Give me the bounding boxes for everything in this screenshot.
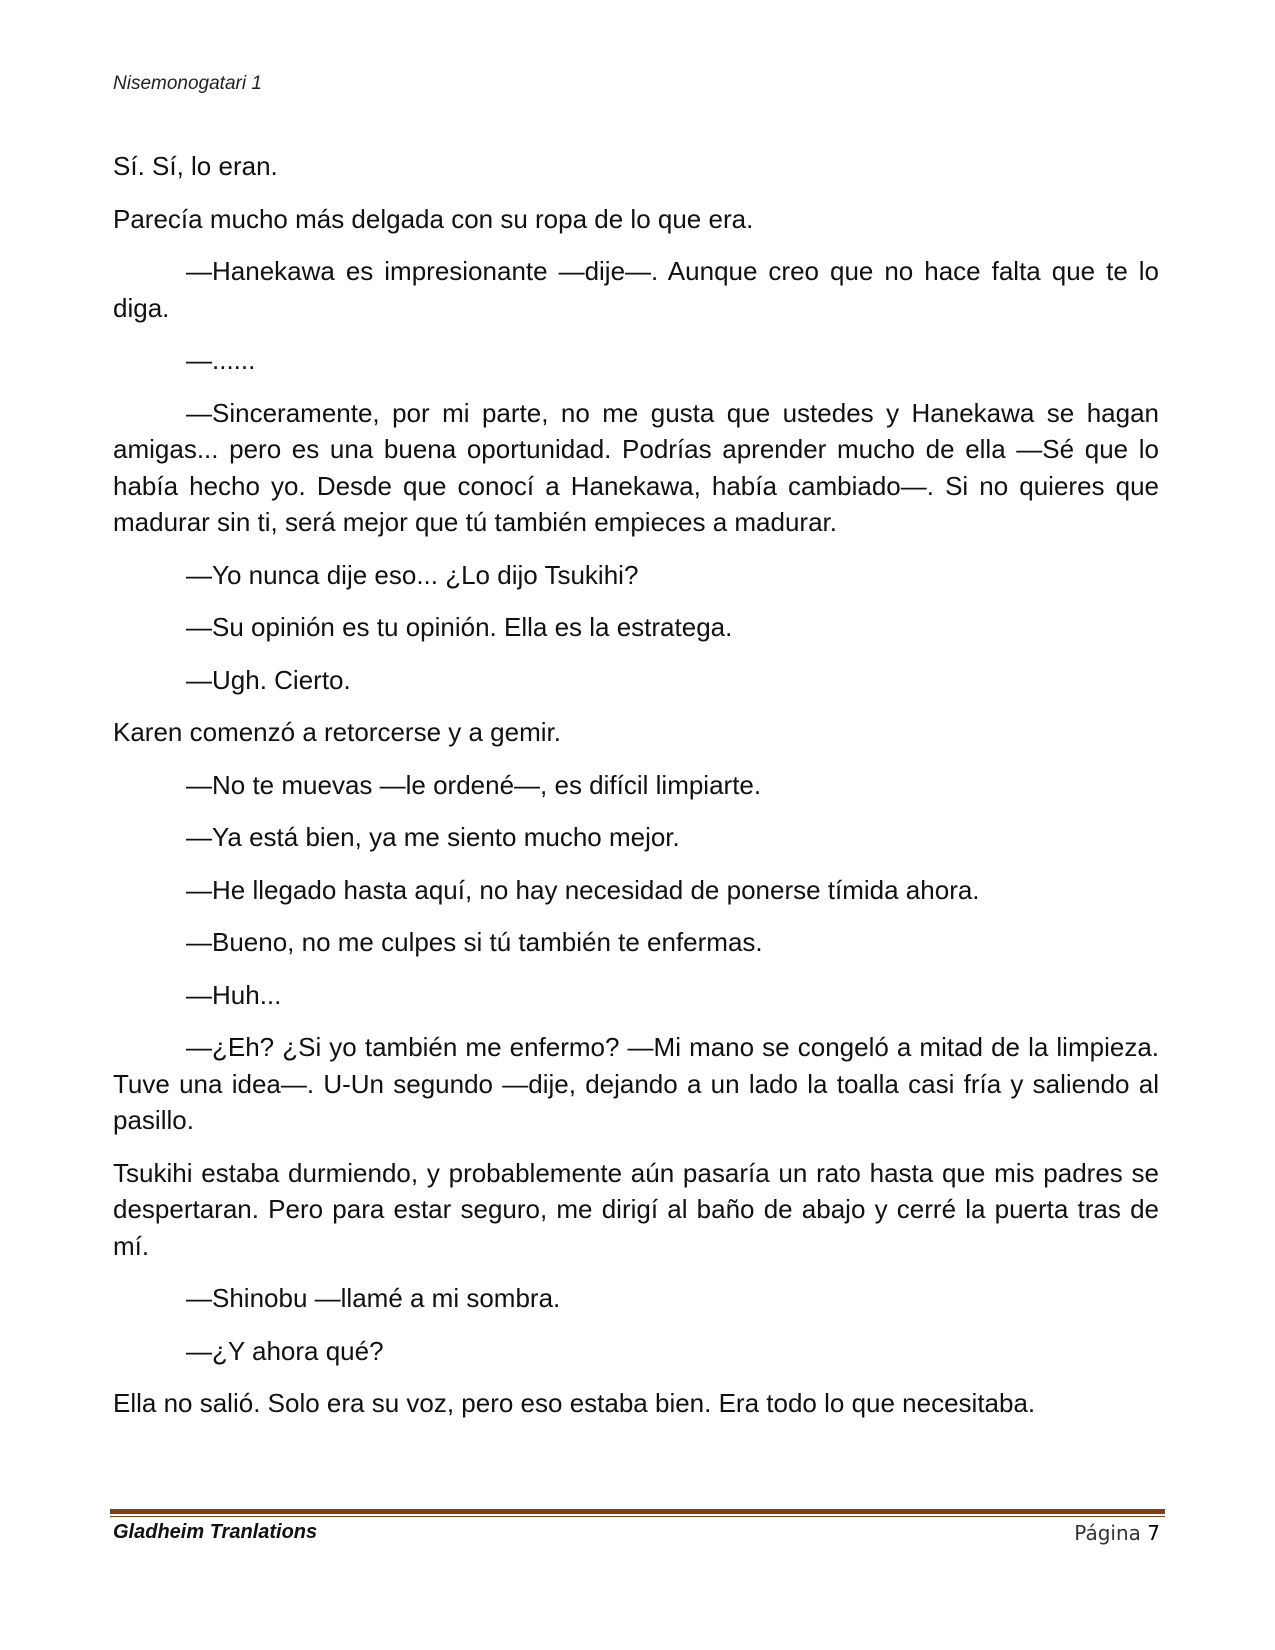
dialogue-paragraph: —Hanekawa es impresionante —dije—. Aunque creo que no hace falta que te lo diga.	[113, 256, 1159, 323]
dialogue-paragraph: —¿Y ahora qué?	[186, 1335, 384, 1366]
page-number: 7	[1147, 1521, 1160, 1545]
dialogue-paragraph: —Shinobu —llamé a mi sombra.	[186, 1283, 561, 1313]
page-body	[113, 148, 1159, 1438]
dialogue-paragraph: —He llegado hasta aquí, no hay necesidad de ponerse tímida ahora.	[186, 874, 980, 905]
paragraph: Sí. Sí, lo eran.	[113, 151, 278, 181]
dialogue-paragraph: —Ugh. Cierto.	[186, 664, 351, 695]
dialogue-paragraph: —Sinceramente, por mi parte, no me gusta que ustedes y Hanekawa se hagan amigas... pero es una buena oportunidad. Podrías aprender mucho de ella —Sé que lo había hecho yo. Desde que conocí a Hanekawa, había cambiado—. Si no quieres que madurar sin ti, será mejor que tú también empieces a madurar.	[113, 397, 1159, 537]
dialogue-paragraph: —Bueno, no me culpes si tú también te enfermas.	[186, 927, 763, 957]
dialogue-paragraph: —Ya está bien, ya me siento mucho mejor.	[186, 822, 680, 852]
paragraph: Ella no salió. Solo era su voz, pero eso estaba bien. Era todo lo que necesitaba.	[113, 1388, 1036, 1418]
dialogue-paragraph: —Huh...	[186, 979, 282, 1010]
running-header: Nisemonogatari 1	[113, 73, 262, 94]
page-number-footer	[1074, 1521, 1160, 1545]
dialogue-paragraph: —¿Eh? ¿Si yo también me enfermo? —Mi mano se congeló a mitad de la limpieza. Tuve una idea—. U-Un segundo —dije, dejando a un lado la toalla casi fría y saliendo al pasillo.	[113, 1032, 1159, 1135]
dialogue-paragraph: —......	[186, 345, 256, 375]
page-label: Página	[1074, 1521, 1141, 1545]
dialogue-paragraph: —Yo nunca dije eso... ¿Lo dijo Tsukihi?	[186, 559, 639, 590]
paragraph: Parecía mucho más delgada con su ropa de lo que era.	[113, 203, 754, 234]
dialogue-paragraph: —No te muevas —le ordené—, es difícil limpiarte.	[186, 769, 762, 800]
paragraph: Tsukihi estaba durmiendo, y probablemente aún pasaría un rato hasta que mis padres se despertaran. Pero para estar seguro, me dirigí al baño de abajo y cerré la puerta tras de mí.	[113, 1157, 1159, 1261]
dialogue-paragraph: —Su opinión es tu opinión. Ella es la estratega.	[186, 612, 733, 642]
footer-divider	[110, 1509, 1165, 1517]
paragraph: Karen comenzó a retorcerse y a gemir.	[113, 717, 561, 747]
footer-credit: Gladheim Tranlations	[113, 1521, 318, 1543]
